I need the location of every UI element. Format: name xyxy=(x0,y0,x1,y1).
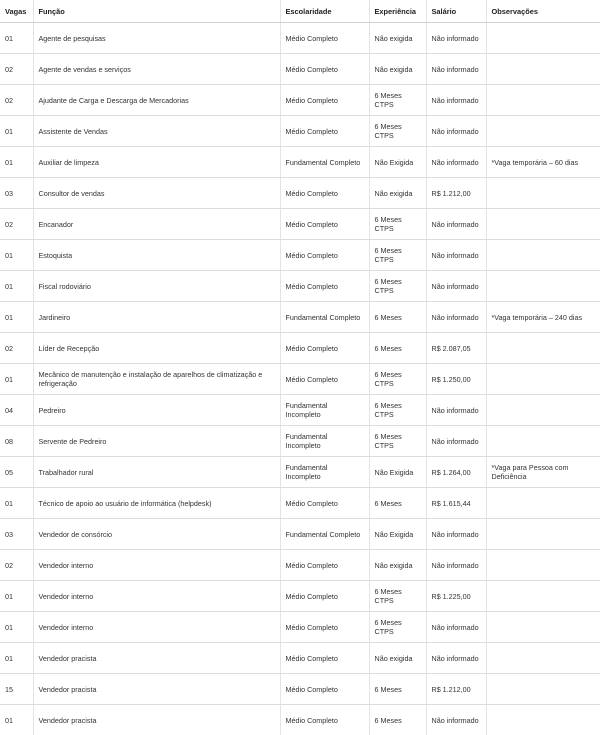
header-experiencia: Experiência xyxy=(369,0,426,23)
cell-funcao: Fiscal rodoviário xyxy=(33,271,280,302)
cell-observacoes xyxy=(486,54,600,85)
cell-funcao: Agente de vendas e serviços xyxy=(33,54,280,85)
table-row xyxy=(0,457,600,488)
header-escolaridade: Escolaridade xyxy=(280,0,369,23)
cell-escolaridade: Fundamental Incompleto xyxy=(280,426,369,457)
cell-funcao: Líder de Recepção xyxy=(33,333,280,364)
cell-funcao: Mecânico de manutenção e instalação de aparelhos de climatização e refrigeração xyxy=(33,364,280,395)
cell-vagas: 05 xyxy=(0,457,33,488)
cell-escolaridade: Médio Completo xyxy=(280,488,369,519)
cell-escolaridade: Médio Completo xyxy=(280,674,369,705)
cell-funcao: Vendedor interno xyxy=(33,581,280,612)
cell-observacoes xyxy=(486,581,600,612)
cell-observacoes xyxy=(486,116,600,147)
cell-funcao: Assistente de Vendas xyxy=(33,116,280,147)
cell-salario: Não informado xyxy=(426,209,486,240)
cell-escolaridade: Médio Completo xyxy=(280,271,369,302)
cell-funcao: Consultor de vendas xyxy=(33,178,280,209)
cell-escolaridade: Médio Completo xyxy=(280,54,369,85)
cell-salario: Não informado xyxy=(426,550,486,581)
cell-escolaridade: Médio Completo xyxy=(280,643,369,674)
cell-funcao: Vendedor pracista xyxy=(33,705,280,735)
cell-observacoes xyxy=(486,674,600,705)
cell-experiencia: 6 Meses CTPS xyxy=(369,209,426,240)
cell-funcao: Estoquista xyxy=(33,240,280,271)
cell-experiencia: Não Exigida xyxy=(369,147,426,178)
cell-experiencia: Não Exigida xyxy=(369,519,426,550)
cell-funcao: Agente de pesquisas xyxy=(33,23,280,54)
cell-escolaridade: Médio Completo xyxy=(280,23,369,54)
table-row xyxy=(0,178,600,209)
cell-vagas: 01 xyxy=(0,705,33,735)
cell-salario: Não informado xyxy=(426,302,486,333)
cell-vagas: 02 xyxy=(0,54,33,85)
table-body xyxy=(0,23,600,735)
cell-experiencia: 6 Meses xyxy=(369,333,426,364)
cell-observacoes xyxy=(486,271,600,302)
cell-funcao: Jardineiro xyxy=(33,302,280,333)
cell-funcao: Pedreiro xyxy=(33,395,280,426)
cell-escolaridade: Fundamental Incompleto xyxy=(280,457,369,488)
cell-funcao: Vendedor pracista xyxy=(33,674,280,705)
cell-experiencia: 6 Meses CTPS xyxy=(369,85,426,116)
cell-escolaridade: Médio Completo xyxy=(280,240,369,271)
table-row xyxy=(0,643,600,674)
cell-salario: Não informado xyxy=(426,54,486,85)
cell-salario: R$ 1.250,00 xyxy=(426,364,486,395)
cell-funcao: Vendedor de consórcio xyxy=(33,519,280,550)
cell-observacoes xyxy=(486,426,600,457)
cell-observacoes: *Vaga temporária – 240 dias xyxy=(486,302,600,333)
table-row xyxy=(0,116,600,147)
cell-funcao: Vendedor pracista xyxy=(33,643,280,674)
cell-experiencia: 6 Meses CTPS xyxy=(369,364,426,395)
cell-vagas: 01 xyxy=(0,147,33,178)
table-row xyxy=(0,240,600,271)
cell-salario: R$ 1.212,00 xyxy=(426,178,486,209)
cell-experiencia: 6 Meses CTPS xyxy=(369,395,426,426)
cell-salario: Não informado xyxy=(426,147,486,178)
cell-escolaridade: Médio Completo xyxy=(280,581,369,612)
table-row xyxy=(0,612,600,643)
cell-experiencia: Não exigida xyxy=(369,550,426,581)
cell-observacoes xyxy=(486,364,600,395)
cell-funcao: Técnico de apoio ao usuário de informática (helpdesk) xyxy=(33,488,280,519)
header-funcao: Função xyxy=(33,0,280,23)
cell-vagas: 01 xyxy=(0,23,33,54)
header-salario: Salário xyxy=(426,0,486,23)
cell-vagas: 08 xyxy=(0,426,33,457)
cell-vagas: 01 xyxy=(0,581,33,612)
cell-observacoes: *Vaga para Pessoa com Deficiência xyxy=(486,457,600,488)
cell-escolaridade: Médio Completo xyxy=(280,178,369,209)
table-row xyxy=(0,302,600,333)
cell-funcao: Vendedor interno xyxy=(33,550,280,581)
cell-observacoes xyxy=(486,333,600,364)
cell-observacoes xyxy=(486,209,600,240)
cell-experiencia: 6 Meses xyxy=(369,488,426,519)
table-header xyxy=(0,0,600,23)
cell-experiencia: 6 Meses CTPS xyxy=(369,116,426,147)
cell-salario: Não informado xyxy=(426,271,486,302)
cell-vagas: 01 xyxy=(0,643,33,674)
cell-experiencia: Não exigida xyxy=(369,643,426,674)
cell-escolaridade: Fundamental Completo xyxy=(280,147,369,178)
cell-funcao: Trabalhador rural xyxy=(33,457,280,488)
cell-vagas: 03 xyxy=(0,519,33,550)
cell-salario: Não informado xyxy=(426,116,486,147)
cell-salario: R$ 2.087,05 xyxy=(426,333,486,364)
header-observacoes: Observações xyxy=(486,0,600,23)
table-row xyxy=(0,209,600,240)
cell-experiencia: Não exigida xyxy=(369,178,426,209)
table-row xyxy=(0,550,600,581)
table-row xyxy=(0,147,600,178)
cell-vagas: 02 xyxy=(0,333,33,364)
cell-vagas: 01 xyxy=(0,271,33,302)
cell-funcao: Encanador xyxy=(33,209,280,240)
cell-observacoes xyxy=(486,178,600,209)
cell-experiencia: Não Exigida xyxy=(369,457,426,488)
cell-salario: Não informado xyxy=(426,240,486,271)
cell-escolaridade: Médio Completo xyxy=(280,705,369,735)
cell-experiencia: 6 Meses xyxy=(369,674,426,705)
cell-escolaridade: Fundamental Completo xyxy=(280,519,369,550)
cell-experiencia: 6 Meses CTPS xyxy=(369,426,426,457)
table-row xyxy=(0,54,600,85)
table-row xyxy=(0,364,600,395)
table-row xyxy=(0,333,600,364)
cell-vagas: 15 xyxy=(0,674,33,705)
cell-salario: Não informado xyxy=(426,643,486,674)
cell-vagas: 02 xyxy=(0,209,33,240)
cell-vagas: 01 xyxy=(0,240,33,271)
cell-salario: Não informado xyxy=(426,23,486,54)
cell-observacoes xyxy=(486,519,600,550)
cell-observacoes: *Vaga temporária – 60 dias xyxy=(486,147,600,178)
cell-salario: R$ 1.264,00 xyxy=(426,457,486,488)
cell-salario: Não informado xyxy=(426,705,486,735)
cell-vagas: 01 xyxy=(0,116,33,147)
cell-salario: Não informado xyxy=(426,612,486,643)
cell-vagas: 01 xyxy=(0,488,33,519)
cell-experiencia: 6 Meses CTPS xyxy=(369,581,426,612)
table-row xyxy=(0,426,600,457)
cell-experiencia: 6 Meses CTPS xyxy=(369,612,426,643)
cell-observacoes xyxy=(486,240,600,271)
table-row xyxy=(0,271,600,302)
cell-observacoes xyxy=(486,643,600,674)
table-row xyxy=(0,705,600,735)
cell-escolaridade: Médio Completo xyxy=(280,333,369,364)
table-row xyxy=(0,488,600,519)
cell-observacoes xyxy=(486,550,600,581)
cell-funcao: Vendedor interno xyxy=(33,612,280,643)
cell-experiencia: 6 Meses CTPS xyxy=(369,271,426,302)
cell-vagas: 02 xyxy=(0,550,33,581)
table-row xyxy=(0,519,600,550)
cell-observacoes xyxy=(486,705,600,735)
table-row xyxy=(0,581,600,612)
cell-experiencia: 6 Meses xyxy=(369,705,426,735)
cell-salario: R$ 1.225,00 xyxy=(426,581,486,612)
cell-salario: Não informado xyxy=(426,395,486,426)
cell-funcao: Servente de Pedreiro xyxy=(33,426,280,457)
header-row xyxy=(0,0,600,23)
table-row xyxy=(0,674,600,705)
cell-observacoes xyxy=(486,395,600,426)
cell-observacoes xyxy=(486,612,600,643)
cell-escolaridade: Médio Completo xyxy=(280,209,369,240)
cell-escolaridade: Médio Completo xyxy=(280,116,369,147)
cell-observacoes xyxy=(486,488,600,519)
cell-experiencia: Não exigida xyxy=(369,23,426,54)
cell-salario: R$ 1.615,44 xyxy=(426,488,486,519)
cell-vagas: 02 xyxy=(0,85,33,116)
cell-vagas: 01 xyxy=(0,612,33,643)
cell-salario: R$ 1.212,00 xyxy=(426,674,486,705)
cell-escolaridade: Médio Completo xyxy=(280,85,369,116)
cell-escolaridade: Fundamental Completo xyxy=(280,302,369,333)
cell-escolaridade: Fundamental Incompleto xyxy=(280,395,369,426)
cell-vagas: 01 xyxy=(0,302,33,333)
table-row xyxy=(0,23,600,54)
cell-escolaridade: Médio Completo xyxy=(280,550,369,581)
cell-escolaridade: Médio Completo xyxy=(280,364,369,395)
cell-experiencia: Não exigida xyxy=(369,54,426,85)
cell-vagas: 04 xyxy=(0,395,33,426)
cell-funcao: Ajudante de Carga e Descarga de Mercadorias xyxy=(33,85,280,116)
cell-vagas: 01 xyxy=(0,364,33,395)
cell-observacoes xyxy=(486,23,600,54)
cell-experiencia: 6 Meses xyxy=(369,302,426,333)
cell-observacoes xyxy=(486,85,600,116)
cell-experiencia: 6 Meses CTPS xyxy=(369,240,426,271)
table-row xyxy=(0,85,600,116)
cell-funcao: Auxiliar de limpeza xyxy=(33,147,280,178)
cell-vagas: 03 xyxy=(0,178,33,209)
cell-salario: Não informado xyxy=(426,85,486,116)
cell-salario: Não informado xyxy=(426,426,486,457)
cell-escolaridade: Médio Completo xyxy=(280,612,369,643)
cell-salario: Não informado xyxy=(426,519,486,550)
header-vagas: Vagas xyxy=(0,0,33,23)
table-row xyxy=(0,395,600,426)
